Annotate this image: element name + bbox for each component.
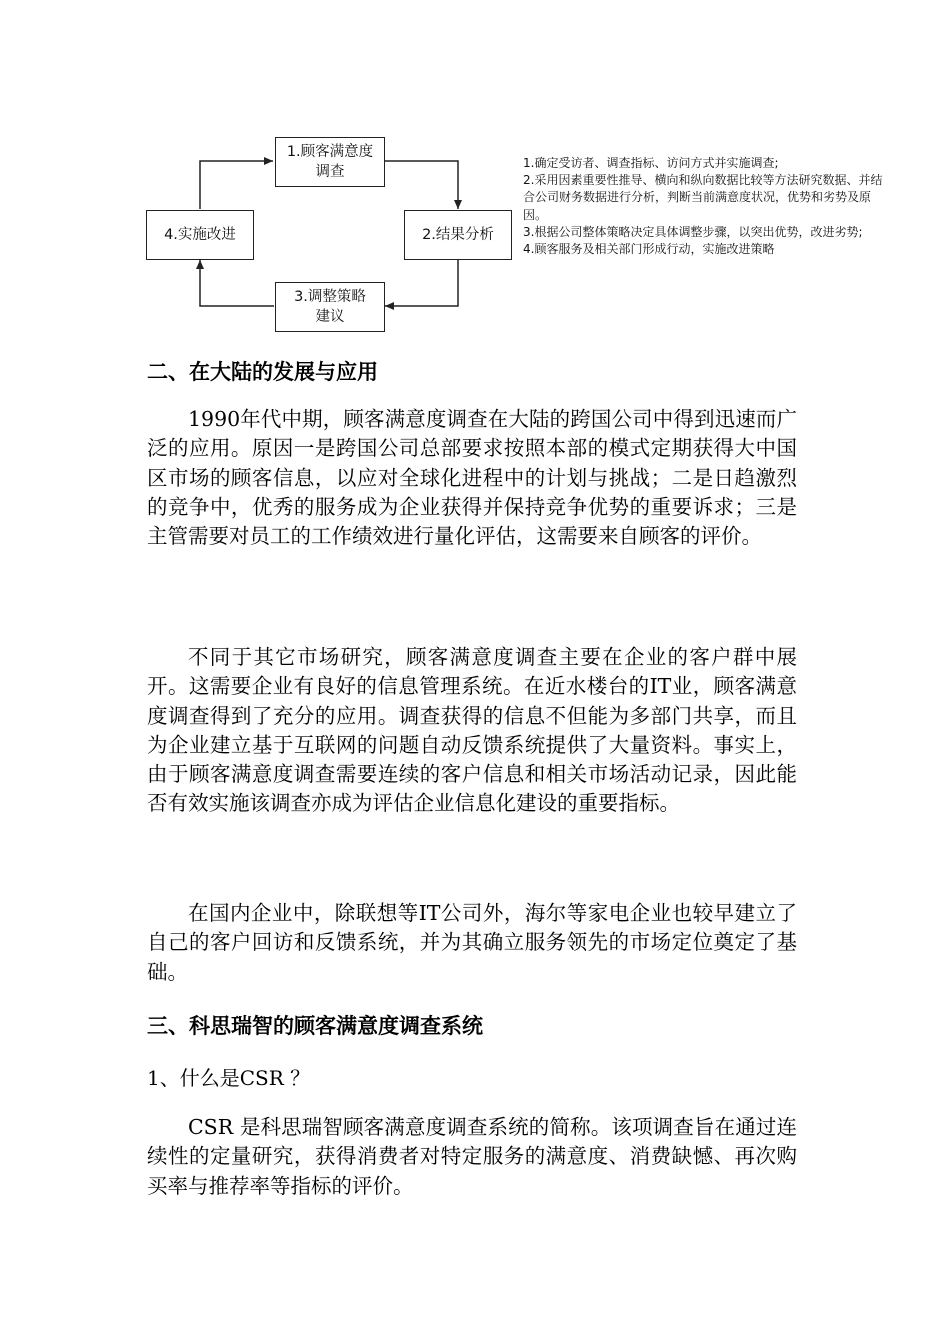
note-item: 1.确定受访者、调查指标、访问方式并实施调查;	[523, 156, 779, 170]
paragraph: 不同于其它市场研究，顾客满意度调查主要在企业的客户群中展开。这需要企业有良好的信息管理系统。在近水楼台的IT业，顾客满意度调查得到了充分的应用。调查获得的信息不但能为多部门共享，而且为企业建立基于互联网的问题自动反馈系统提供了大量资料。事实上，由于顾客满意度调查需要连续的客户信息和相关市场活动记录，因此能否有效实施该调查亦成为评估企业信息化建设的重要指标。	[147, 645, 797, 816]
diagram-notes	[523, 155, 883, 258]
paragraph: 1990年代中期，顾客满意度调查在大陆的跨国公司中得到迅速而广泛的应用。原因一是跨国公司总部要求按照本部的模式定期获得大中国区市场的顾客信息，以应对全球化进程中的计划与挑战；二是日趋激烈的竞争中，优秀的服务成为企业获得并保持竞争优势的重要诉求；三是主管需要对员工的工作绩效进行量化评估，这需要来自顾客的评价。	[147, 407, 797, 549]
note-item: 3.根据公司整体策略决定具体调整步骤，以突出优势，改进劣势;	[523, 224, 863, 239]
subsection-heading: 1、什么是CSR ？	[147, 1066, 311, 1090]
step-box-improve	[146, 210, 254, 260]
paragraph: 在国内企业中，除联想等IT公司外，海尔等家电企业也较早建立了自己的客户回访和反馈系统，并为其确立服务领先的市场定位奠定了基础。	[147, 901, 797, 984]
step-box-strategy	[275, 282, 385, 332]
note-item: 4.顾客服务及相关部门形成行动，实施改进策略	[523, 242, 775, 257]
step-box-analysis	[404, 210, 512, 260]
paragraph: CSR 是科思瑞智顾客满意度调查系统的简称。该项调查旨在通过连续性的定量研究，获得消费者对特定服务的满意度、消费缺憾、再次购买率与推荐率等指标的评价。	[147, 1115, 797, 1198]
step-label: 4.实施改进	[164, 227, 236, 243]
step-label: 3.调整策略 建议	[294, 289, 366, 325]
section-heading: 二、在大陆的发展与应用	[147, 359, 378, 384]
step-label: 2.结果分析	[422, 227, 494, 243]
process-cycle-diagram	[140, 130, 900, 335]
step-label: 1.顾客满意度 调查	[286, 144, 374, 180]
step-box-survey	[275, 137, 385, 187]
note-item: 2.采用因素重要性推导、横向和纵向数据比较等方法研究数据、并结合公司财务数据进行分析，判断当前满意度状况，优势和劣势及原因。	[523, 173, 883, 222]
section-heading: 三、科思瑞智的顾客满意度调查系统	[147, 1013, 483, 1038]
